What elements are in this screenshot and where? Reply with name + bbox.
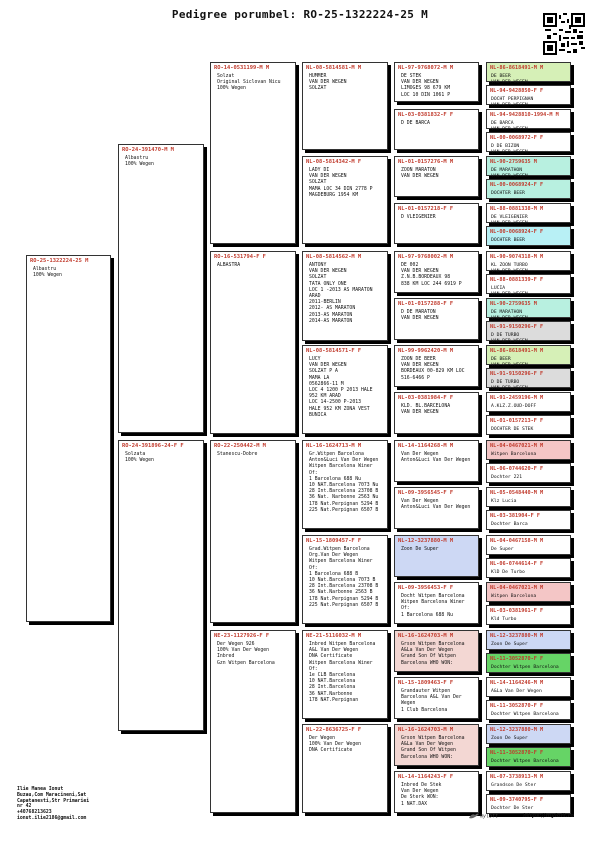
ring-number: NL-11-3052870-F F — [490, 656, 544, 662]
ring-number: NL-03-381904-F F — [490, 513, 540, 519]
ring-number: NL-91-9150296-F F — [490, 371, 544, 377]
ring-number: NL-15-1809463-F F — [398, 680, 454, 686]
ring-number: NL-16-1624703-M M — [398, 727, 454, 733]
ring-number: NL-09-3956453-F F — [398, 585, 454, 591]
pedigree-box-gen6 — [486, 415, 571, 435]
pedigree-box-gen4 — [302, 535, 388, 624]
pigeon-info: DE 002 VAN DER WEGEN Z.N.B.BORDEAUX 98 838 KM LOC 244 6919 P — [401, 263, 462, 287]
pedigree-box-gen6 — [486, 510, 571, 530]
pedigree-box-gen6 — [486, 85, 571, 108]
pigeon-info: A&La Van Der Wegen — [491, 689, 542, 694]
pigeon-info: Klz Lucia — [491, 499, 517, 504]
pedigree-box-gen6 — [486, 653, 571, 673]
ring-number: RO-22-250442-M M — [214, 443, 266, 449]
pedigree-box-gen3 — [210, 251, 296, 434]
pedigree-box-gen6 — [486, 794, 571, 814]
pedigree-box-gen5 — [394, 345, 479, 387]
ring-number: NL-08-5814571-F F — [306, 348, 362, 354]
ring-number: NL-12-3237880-M M — [490, 727, 544, 733]
pigeon-info: Der Wegen 100% Van Der Wegen DNA Certificate — [309, 736, 361, 754]
ring-number: NE-23-1127926-F F — [214, 633, 270, 639]
bird-logo-icon — [468, 812, 480, 820]
ring-number: NL-09-3956545-F F — [398, 490, 454, 496]
ring-number: NL-03-0381832-F F — [398, 112, 454, 118]
pigeon-info: Dochter 221 — [491, 475, 523, 480]
qr-code-icon — [543, 13, 585, 55]
pedigree-box-gen4 — [302, 251, 388, 341]
pigeon-info: DOCHT PERPIGNAN VAN DER WEGEN — [491, 97, 534, 108]
pigeon-info: Zoon De Super — [491, 736, 528, 741]
ring-number: NL-08-5814342-M F — [306, 159, 362, 165]
pigeon-info: D DE BARCA — [401, 121, 430, 126]
ring-number: NL-00-0068924-F F — [490, 229, 544, 235]
pedigree-box-gen4 — [302, 62, 388, 150]
pigeon-info: HUMMER VAN DER WEGEN SOLZAT — [309, 74, 347, 92]
ring-number: NL-14-1164243-F F — [398, 774, 454, 780]
pedigree-box-gen6 — [486, 345, 571, 368]
ring-number: NL-06-0744614-F F — [490, 561, 544, 567]
pedigree-box-gen5 — [394, 392, 479, 434]
ring-number: NL-16-1624703-M M — [398, 633, 454, 639]
pedigree-box-gen6 — [486, 132, 571, 155]
pigeon-info: Solzata 100% Wegen — [125, 452, 154, 464]
ring-number: NL-15-1809457-F F — [306, 538, 362, 544]
pigeon-info: DOCHTER BEER — [491, 238, 525, 243]
pedigree-box-gen4 — [302, 724, 388, 813]
pedigree-box-gen6 — [486, 251, 571, 274]
pedigree-box-gen6 — [486, 747, 571, 767]
logo-text: myloft — [480, 813, 499, 820]
ring-number: RO-14-0531199-M M — [214, 65, 270, 71]
pedigree-box-gen5 — [394, 677, 479, 719]
pigeon-info: Dochter Witpen Barcelona — [491, 665, 559, 670]
ring-number: NE-21-5116032-M M — [306, 633, 362, 639]
website-link[interactable]: https://myloft.ro — [523, 813, 575, 819]
pedigree-box-gen4 — [302, 630, 388, 719]
ring-number: NL-03-0381961-F F — [490, 608, 544, 614]
pedigree-box-gen5 — [394, 62, 479, 102]
pedigree-box-gen5 — [394, 771, 479, 813]
pedigree-box-gen6 — [486, 487, 571, 507]
pedigree-box-gen6 — [486, 724, 571, 744]
pedigree-box-gen6 — [486, 700, 571, 720]
pedigree-box-gen5 — [394, 440, 479, 482]
pigeon-info: DE VLEIGENIER VAN DER WEGEN — [491, 215, 528, 226]
pedigree-box-sire — [118, 144, 204, 433]
ring-number: RO-16-531794-F F — [214, 254, 266, 260]
pedigree-box-gen3 — [210, 62, 296, 244]
pedigree-box-gen4 — [302, 345, 388, 434]
pedigree-box-subject — [26, 255, 111, 622]
pedigree-box-gen6 — [486, 605, 571, 625]
pedigree-box-gen5 — [394, 724, 479, 766]
pigeon-info: LUCIA VAN DER WEGEN — [491, 286, 528, 297]
pigeon-info: Van Der Wegen Anton&Luci Van Der Wegen — [401, 452, 471, 464]
pedigree-box-gen4 — [302, 156, 388, 244]
pedigree-box-gen5 — [394, 251, 479, 293]
pigeon-info: LADY DI VAN DER WEGEN SOLZAT MAMA LOC 34 DIN 2778 P MAGDEBURG 1954 KM — [309, 168, 373, 198]
pigeon-info: Inbred Witpen Barcelona A&L Van Der Wegen DNA Certificate Witpen Barcelona Winer Of: 1e CLB Barcelona 10 NAT.Barcelona 28 Int.Barcelona 36 NAT.Narbonne 178 NAT.Perpignan — [309, 642, 376, 703]
pigeon-info: Kld Turbo — [491, 617, 517, 622]
pedigree-box-dam — [118, 440, 204, 731]
pigeon-info: Witpen Barcelona — [491, 452, 537, 457]
pedigree-box-gen5 — [394, 535, 479, 577]
page-title: Pedigree porumbel: RO-25-1322224-25 M — [171, 8, 429, 21]
ring-number: NL-09-3740795-F F — [490, 797, 544, 803]
ring-number: NL-90-2759635 M — [490, 159, 537, 165]
pigeon-info: KlD De Turbo — [491, 570, 525, 575]
ring-number: NL-90-9074318-M M — [490, 254, 544, 260]
pedigree-box-gen6 — [486, 274, 571, 297]
pedigree-box-gen6 — [486, 463, 571, 483]
pedigree-box-gen5 — [394, 298, 479, 340]
pedigree-box-gen6 — [486, 203, 571, 226]
pedigree-box-gen6 — [486, 62, 571, 85]
pigeon-info: DE STEK VAN DER WEGEN LIMOGES 98 679 KM LOC 10 DIN 1061 P — [401, 74, 451, 98]
pigeon-info: ZOON DE BEER VAN DER WEGEN BORDEAUX 00-829 KM LOC 516-6466 P — [401, 357, 465, 381]
pigeon-info: Grandauter Witpen Barcelona A&L Van Der Wegen 1 Club Barcelona — [401, 689, 462, 713]
pigeon-info: DE MARATHON VAN DER WEGEN — [491, 168, 528, 179]
ring-number: NL-05-0548440-M M — [490, 490, 544, 496]
pigeon-info: Zoon De Super — [491, 642, 528, 647]
pedigree-box-gen5 — [394, 487, 479, 529]
ring-number: RO-25-1322224-25 M — [30, 258, 89, 264]
ring-number: NL-07-3738913-M M — [490, 774, 544, 780]
pigeon-info: Dochter Witpen Barcelona — [491, 759, 559, 764]
ring-number: NL-01-0157218-F F — [398, 206, 454, 212]
ring-number: NL-04-0467158-M M — [490, 538, 544, 544]
ring-number: NL-14-1164246-M M — [490, 680, 544, 686]
ring-number: NL-06-0744620-F F — [490, 466, 544, 472]
myloft-logo — [468, 812, 498, 820]
ring-number: NL-12-3237880-M M — [490, 633, 544, 639]
ring-number: NL-00-0068924-F F — [490, 182, 544, 188]
ring-number: NL-88-0881339-F F — [490, 277, 544, 283]
pigeon-info: Grson Witpen Barcelona A&La Van Der Wegen Grand Son Of Witpen Barcelona WHO WON: — [401, 642, 465, 666]
pedigree-box-gen5 — [394, 630, 479, 672]
ring-number: NL-08-5814581-M M — [306, 65, 362, 71]
pedigree-box-gen6 — [486, 298, 571, 321]
ring-number: RO-24-391896-24-F F — [122, 443, 184, 449]
ring-number: NL-94-9428850-F F — [490, 88, 544, 94]
pigeon-info: DE MARATHON VAN DER WEGEN — [491, 310, 528, 321]
pigeon-info: Solzat Original Siclovan Nicu 100% Wegen — [217, 74, 281, 92]
pigeon-info: D DE MARATON VAN DER WEGEN — [401, 310, 439, 322]
pedigree-box-gen6 — [486, 440, 571, 460]
pedigree-box-gen6 — [486, 156, 571, 179]
ring-number: NL-01-0157288-F F — [398, 301, 454, 307]
ring-number: NL-97-9768072-M M — [398, 65, 454, 71]
ring-number: NL-90-2759635 M — [490, 301, 537, 307]
pigeon-info: ANTONY VAN DER WEGEN SOLZAT TATA ONLY ONE LOC 1 -2013 AS MARATON ARAD 2011-BERLIN 2012- AS MARATON 2013-AS MARATON 2014-AS MARATON — [309, 263, 373, 324]
pedigree-box-gen6 — [486, 630, 571, 650]
pigeon-info: ZOON MARATON VAN DER WEGEN — [401, 168, 439, 180]
ring-number: NL-11-3052870-F F — [490, 703, 544, 709]
pigeon-info: Van Der Wegen Anton&Luci Van Der Wegen — [401, 499, 471, 511]
pigeon-info: Grson Witpen Barcelona A&La Van Der Wegen Grand Son Of Witpen Barcelona WHO WON: — [401, 736, 465, 760]
ring-number: NL-86-8618491-M M — [490, 348, 544, 354]
ring-number: NL-88-0881338-M M — [490, 206, 544, 212]
pedigree-box-gen6 — [486, 226, 571, 246]
pedigree-box-gen4 — [302, 440, 388, 529]
ring-number: NL-04-0467021-M M — [490, 443, 544, 449]
owner-contact: Ilie Manea Ionut Buzau,Com Maracineni,Sat Capatanesti,Str Primariei nr 42 +40768213623 ionut.ilie2186@gmail.com — [17, 787, 90, 821]
ring-number: NL-04-0467021-M M — [490, 585, 544, 591]
pedigree-box-gen5 — [394, 109, 479, 150]
ring-number: NL-99-9962420-M M — [398, 348, 454, 354]
pedigree-box-gen5 — [394, 156, 479, 197]
pigeon-info: De Super — [491, 547, 514, 552]
pedigree-box-gen6 — [486, 321, 571, 344]
ring-number: NL-03-0381984-F F — [398, 395, 454, 401]
pigeon-info: Grad.Witpen Barcelona Org.Van Der Wegen Witpen Barcelona Winer Of: 1 Barcelona 688 B 10 Nat.Barcelona 7073 B 28 Int.Barcelona 23708 B 36 Nat.Narbonne 2563 B 178 Nat.Perpignan 5294 B 225 Nat.Perpignan 6507 B — [309, 547, 379, 608]
pigeon-info: DOCHTER DE STEK — [491, 427, 534, 432]
ring-number: NL-01-0157276-M M — [398, 159, 454, 165]
pigeon-info: Witpen Barcelona — [491, 594, 537, 599]
pedigree-box-gen6 — [486, 392, 571, 412]
ring-number: NL-16-1624713-M M — [306, 443, 362, 449]
ring-number: NL-86-8618491-M M — [490, 65, 544, 71]
ring-number: NL-91-2459196-M M — [490, 395, 544, 401]
ring-number: NL-97-9768002-M M — [398, 254, 454, 260]
pigeon-info: D DE BIZON VAN DER WEGEN — [491, 144, 528, 155]
pigeon-info: D DE TURBO VAN DER WEGEN — [491, 333, 528, 344]
ring-number: NL-00-0068972-F F — [490, 135, 544, 141]
ring-number: NL-22-8636725-F F — [306, 727, 362, 733]
pigeon-info: Gr.Witpen Barcelona Anton&Luci Van Der Wegen Witpen Barcelona Winer Of: 1 Barcelona 688 Nu 10 NAT.Barcelona 7073 Nu 28 Int.Barcelona 23708 B 36 Nat. Narbonne 2563 Nu 178 Nat.Perpignan 5294 B 225 Nat.Perpignan 6507 B — [309, 452, 379, 513]
pedigree-box-gen6 — [486, 535, 571, 555]
pigeon-info: D DE TURBO VAN DER WEGEN — [491, 380, 528, 391]
pedigree-box-gen6 — [486, 179, 571, 199]
pigeon-info: Docht Witpen Barcelona Witpen Barcelona Winer Of: 1 Barcelona 688 Nu — [401, 594, 465, 618]
ring-number: NL-11-3052870-F F — [490, 750, 544, 756]
pigeon-info: DE BARCA VAN DER WEGEN — [491, 121, 528, 132]
pedigree-box-gen6 — [486, 109, 571, 132]
pigeon-info: KL ZOON TURBO VAN DER WEGEN — [491, 263, 528, 274]
pigeon-info: A.KLZ.Z.OUD-DOFF — [491, 404, 537, 409]
pigeon-info: Stanescu-Dobre — [217, 452, 258, 457]
pedigree-box-gen3 — [210, 630, 296, 813]
pigeon-info: Dochter Witpen Barcelona — [491, 712, 559, 717]
ring-number: NL-91-9150296-F F — [490, 324, 544, 330]
pigeon-info: KLD. BL.BARCELONA VAN DER WEGEN — [401, 404, 451, 416]
pedigree-box-gen6 — [486, 368, 571, 391]
ring-number: NL-14-1164268-M M — [398, 443, 454, 449]
ring-number: NL-01-0157213-F F — [490, 418, 544, 424]
pedigree-box-gen6 — [486, 582, 571, 602]
pigeon-info: Grandson De Ster — [491, 783, 537, 788]
ring-number: RO-24-391470-M M — [122, 147, 174, 153]
pigeon-info: Der Wegen 926 100% Van Der Wegen Inbred Gzn Witpen Barcelona — [217, 642, 275, 666]
ring-number: NL-12-3237880-M M — [398, 538, 454, 544]
pedigree-box-gen3 — [210, 440, 296, 623]
pigeon-info: Dochter De Ster — [491, 806, 534, 811]
pedigree-box-gen6 — [486, 771, 571, 791]
pigeon-info: DOCHTER BEER — [491, 191, 525, 196]
pigeon-info: Dochter Barca — [491, 522, 528, 527]
pigeon-info: Albastru 100% Wegen — [33, 267, 62, 279]
pigeon-info: Inbred De Stek Van Der Wegen De Sterk WON: 1 NAT.DAX — [401, 783, 442, 807]
pedigree-box-gen5 — [394, 203, 479, 244]
pigeon-info: ALBASTRA — [217, 263, 241, 268]
pigeon-info: LUCY VAN DER WEGEN SOLZAT P A MAMA LA 0562866-11 M LOC 4 1200 P 2013 HALE 952 KM ARAD LOC 14-2500 P-2013 HALE 952 KM ZONA VEST BUNICA — [309, 357, 373, 418]
pedigree-box-gen6 — [486, 677, 571, 697]
pigeon-info: DE BEER VAN DER WEGEN — [491, 357, 528, 368]
ring-number: NL-94-9428810-1994-M M — [490, 112, 559, 118]
pedigree-box-gen5 — [394, 582, 479, 624]
pigeon-info: DE BEER VAN DER WEGEN — [491, 74, 528, 85]
pigeon-info: D VLEIGENIER — [401, 215, 436, 220]
ring-number: NL-08-5814562-M M — [306, 254, 362, 260]
pigeon-info: Albastru 100% Wegen — [125, 156, 154, 168]
pedigree-box-gen6 — [486, 558, 571, 578]
pigeon-info: Zoon De Super — [401, 547, 439, 552]
